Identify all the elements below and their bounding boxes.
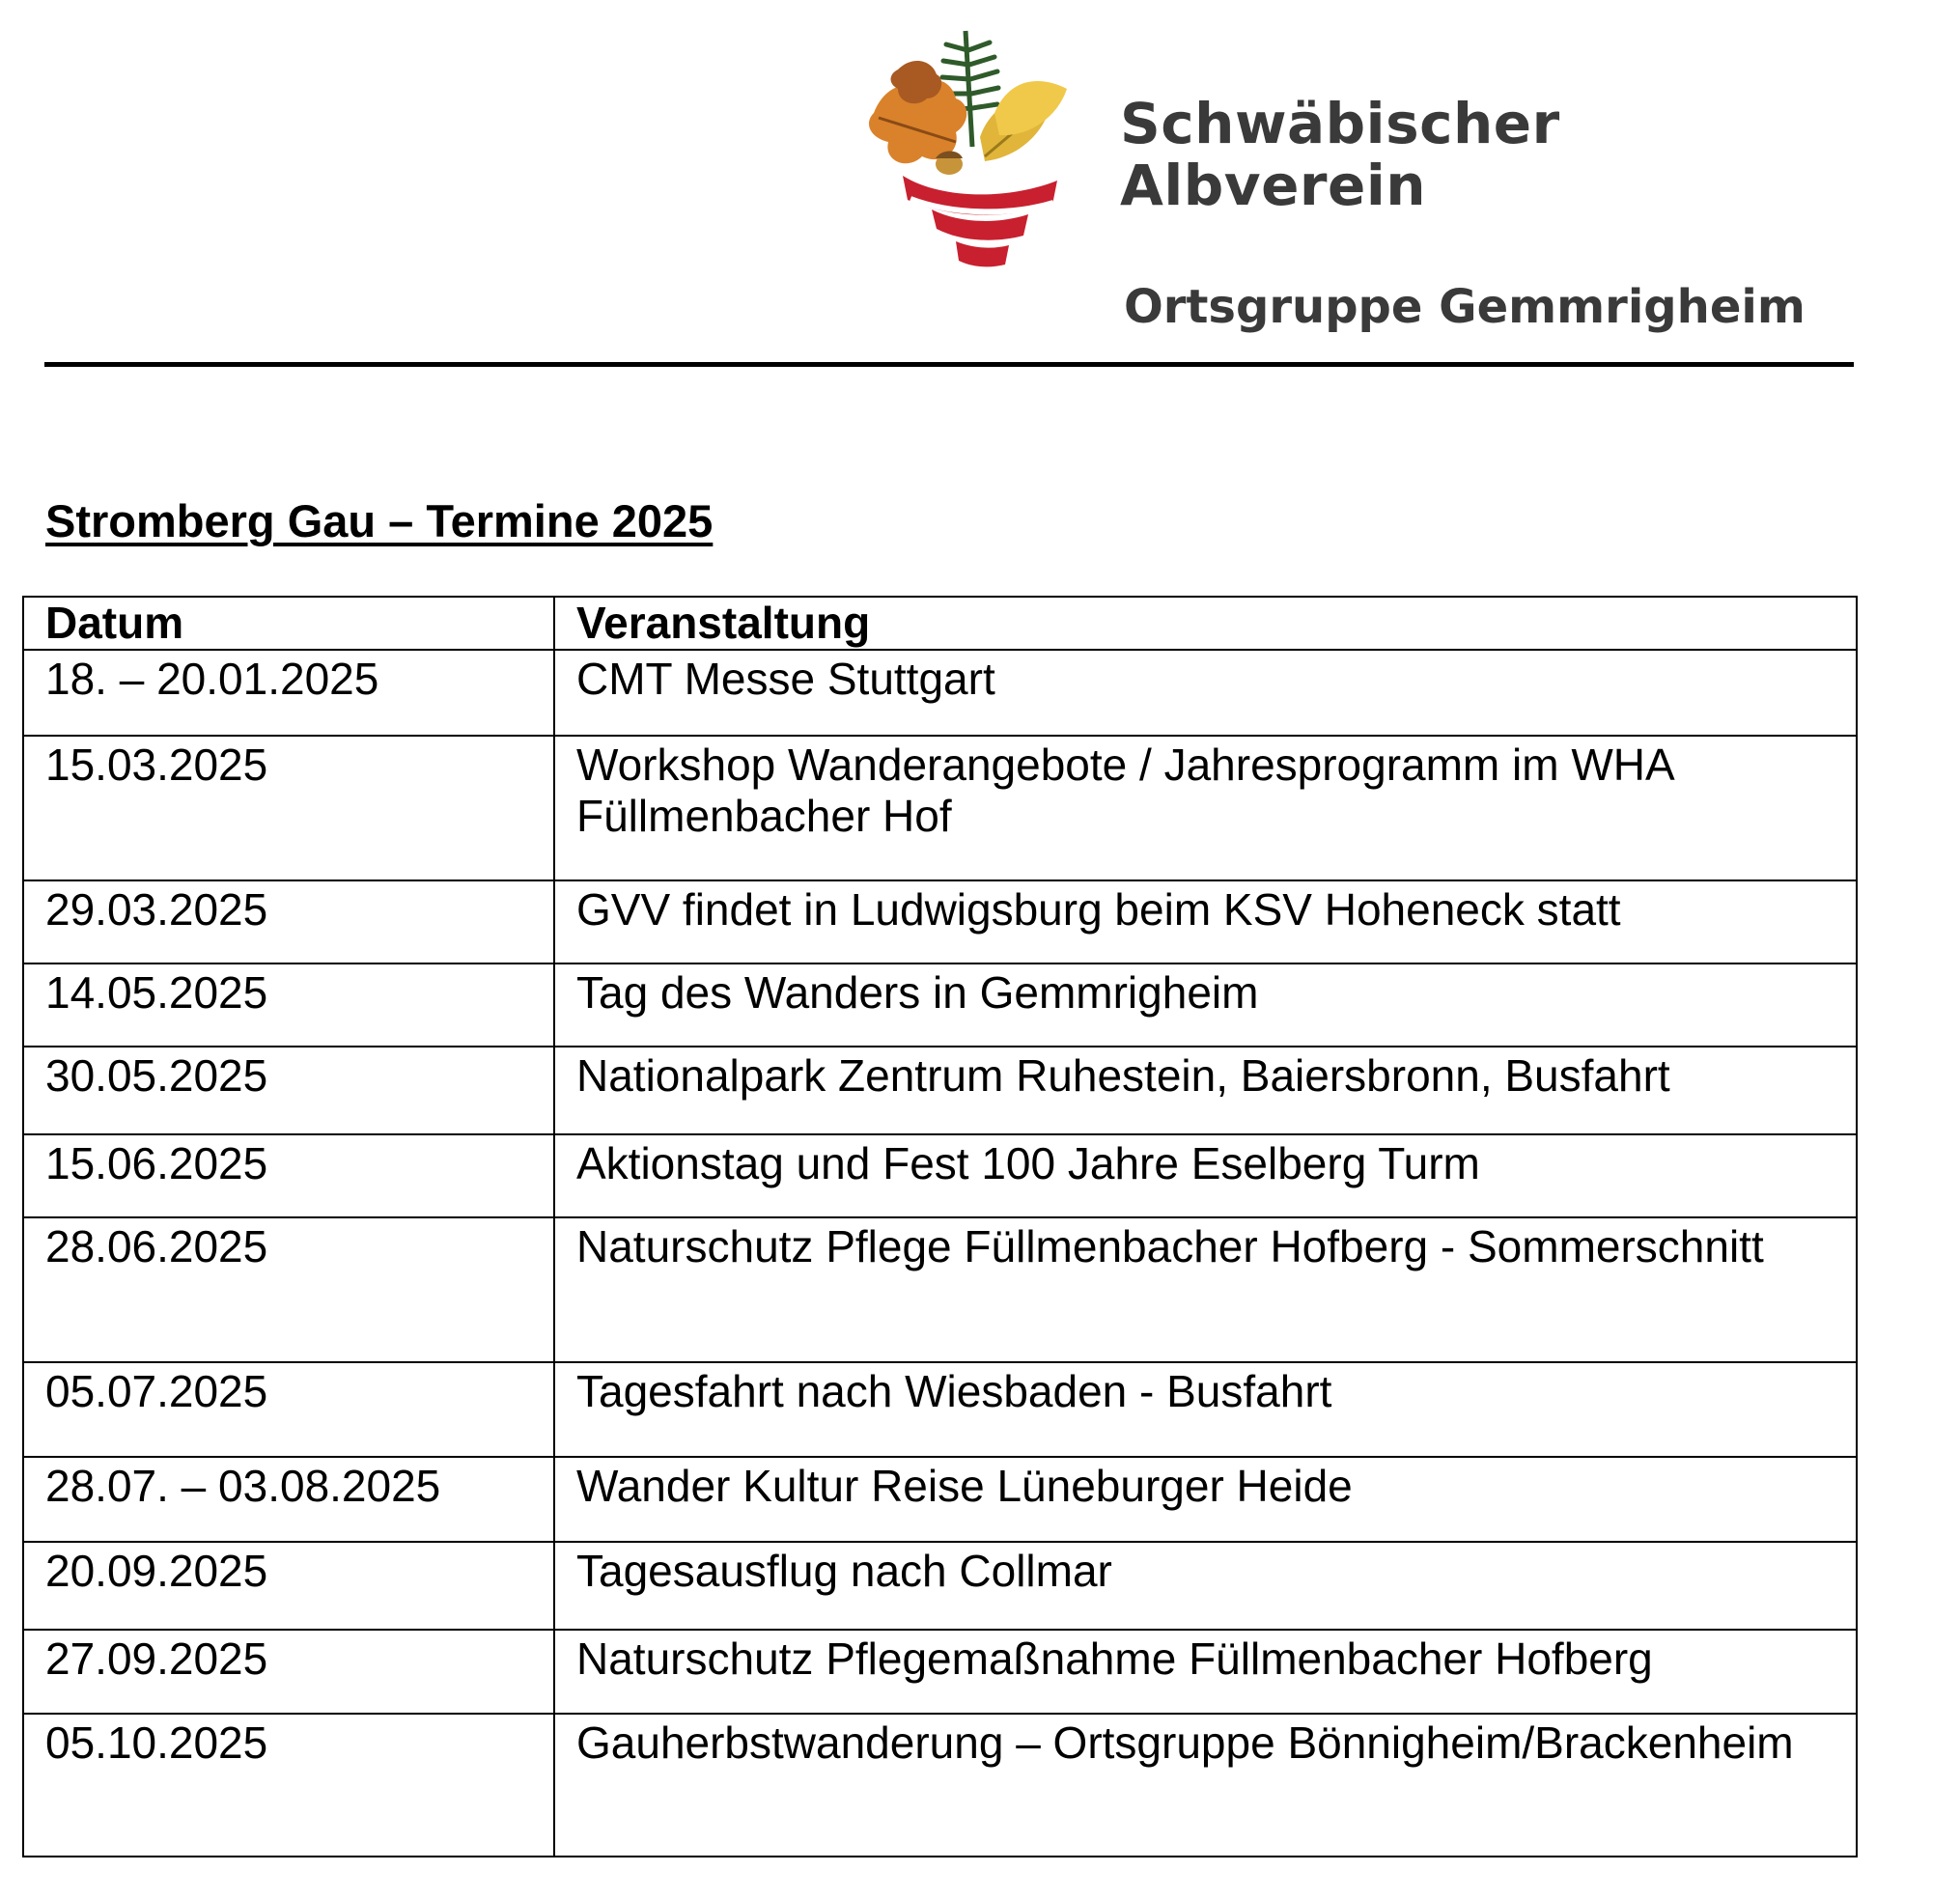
column-header-date: Datum	[23, 597, 554, 650]
table-row	[23, 1457, 1857, 1542]
row-date: 28.07. – 03.08.2025	[23, 1457, 554, 1542]
table-row	[23, 1362, 1857, 1457]
row-date: 28.06.2025	[23, 1217, 554, 1362]
row-event: Naturschutz Pflege Füllmenbacher Hofberg - Sommerschnitt	[554, 1217, 1857, 1362]
leaf-bouquet-logo	[864, 21, 1086, 272]
row-date: 20.09.2025	[23, 1542, 554, 1630]
row-event: Workshop Wanderangebote / Jahresprogramm im WHA Füllmenbacher Hof	[554, 736, 1857, 880]
row-event: Aktionstag und Fest 100 Jahre Eselberg Turm	[554, 1134, 1857, 1217]
header-divider	[44, 362, 1854, 367]
table-row	[23, 963, 1857, 1047]
row-date: 27.09.2025	[23, 1630, 554, 1714]
row-event: Tagesausflug nach Collmar	[554, 1542, 1857, 1630]
row-event: Tag des Wanders in Gemmrigheim	[554, 963, 1857, 1047]
brand-line-2: Albverein	[1120, 153, 1427, 218]
row-event: Gauherbstwanderung – Ortsgruppe Bönnigheim/Brackenheim	[554, 1714, 1857, 1857]
row-event: GVV findet in Ludwigsburg beim KSV Hoheneck statt	[554, 880, 1857, 963]
row-event: Wander Kultur Reise Lüneburger Heide	[554, 1457, 1857, 1542]
row-date: 14.05.2025	[23, 963, 554, 1047]
brand-subtitle: Ortsgruppe Gemmrigheim	[1124, 280, 1806, 334]
brand-line-1: Schwäbischer	[1120, 91, 1560, 156]
table-row	[23, 1134, 1857, 1217]
row-event: Nationalpark Zentrum Ruhestein, Baiersbronn, Busfahrt	[554, 1047, 1857, 1134]
table-row	[23, 1630, 1857, 1714]
row-event: Tagesfahrt nach Wiesbaden - Busfahrt	[554, 1362, 1857, 1457]
row-date: 05.10.2025	[23, 1714, 554, 1857]
row-date: 18. – 20.01.2025	[23, 650, 554, 736]
row-date: 15.03.2025	[23, 736, 554, 880]
table-row	[23, 1542, 1857, 1630]
events-table	[22, 596, 1858, 1857]
column-header-event: Veranstaltung	[554, 597, 1857, 650]
row-date: 30.05.2025	[23, 1047, 554, 1134]
row-date: 05.07.2025	[23, 1362, 554, 1457]
table-row	[23, 736, 1857, 880]
table-header-row	[23, 597, 1857, 650]
page-title: Stromberg Gau – Termine 2025	[45, 495, 714, 546]
table-row	[23, 880, 1857, 963]
row-event: Naturschutz Pflegemaßnahme Füllmenbacher Hofberg	[554, 1630, 1857, 1714]
table-row	[23, 1047, 1857, 1134]
row-event: CMT Messe Stuttgart	[554, 650, 1857, 736]
brand-name	[1120, 93, 1560, 216]
table-row	[23, 1714, 1857, 1857]
table-row	[23, 650, 1857, 736]
row-date: 15.06.2025	[23, 1134, 554, 1217]
row-date: 29.03.2025	[23, 880, 554, 963]
table-row	[23, 1217, 1857, 1362]
